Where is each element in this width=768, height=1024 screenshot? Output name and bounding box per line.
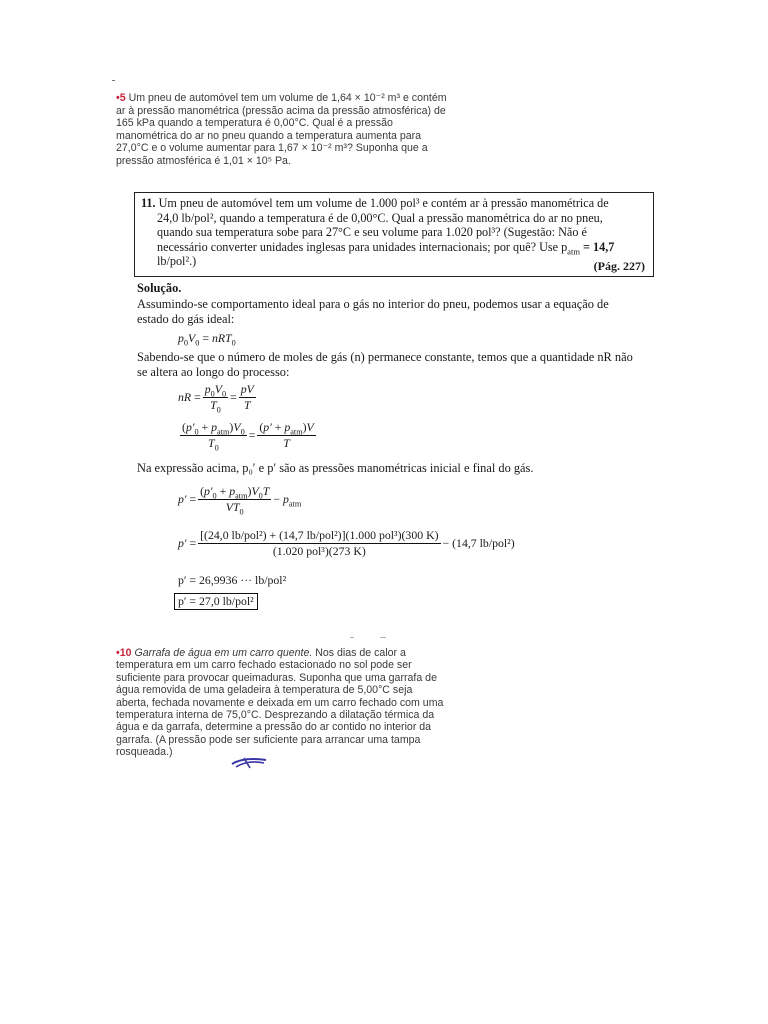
problem-11-line: quando sua temperatura sobe para 27°C e seu volume para 1.020 pol³? (Sugestão: Não é: [157, 225, 587, 240]
equation-nR: nR = $\frac{p_0V_0}{T_0}$ = $\frac{pV}{T}$: [178, 382, 254, 415]
problem-10: [116, 647, 448, 759]
equation-gauge-pressure: $\frac{(p'_0 + p_{atm})V_0}{T_0}$ = $\frac{(p' + p_{atm})V}{T}$: [182, 420, 314, 453]
solution-paragraph-1: Assumindo-se comportamento ideal para o gás no interior do pneu, podemos usar a equação de estado do gás ideal:: [137, 297, 609, 326]
problem-11-line: lb/pol².): [157, 254, 197, 269]
scan-mark: [112, 80, 115, 81]
problem-10-text: Nos dias de calor a temperatura em um carro fechado estacionado no sol pode ser suficiente para provocar queimaduras. Suponha que uma garrafa de água removida de uma geladeira à temperatura de 5,00°C seja aberta, fechada novamente e deixada em um carro fechado com uma temperatura interna de 75,0°C. Desprezando a dilatação térmica da água e da garrafa, determine a pressão do ar contido no interior da garrafa. (A pressão pode ser suficiente para arrancar uma tampa rosqueada.): [116, 647, 444, 759]
problem-5-text: Um pneu de automóvel tem um volume de 1,64 × 10⁻² m³ e contém ar à pressão manométrica (pressão acima da pressão atmosférica) de 165 kPa quando a temperatura é 0,00°C. Qual é a pressão manométrica do ar no pneu quando a temperatura aumenta para 27,0°C e o volume aumentar para 1,67 × 10⁻² m³? Suponha que a pressão atmosférica é 1,01 × 10⁵ Pa.: [116, 92, 447, 167]
problem-11-line: necessário converter unidades inglesas para unidades internacionais; por quê? Use $p_{atm} = 14,7$: [157, 239, 615, 257]
problem-10-title: Garrafa de água em um carro quente.: [134, 647, 313, 659]
solution-paragraph-3: Na expressão acima, p₀′ e p′ são as pressões manométricas inicial e final do gás.: [137, 461, 534, 475]
problem-11-number: 11.: [141, 196, 156, 210]
ideal-gas-equation: $p_0V_0 = nRT_0$: [178, 331, 236, 348]
problem-11-statement: [141, 196, 646, 269]
final-answer-box: p′ = 27,0 lb/pol²: [174, 593, 258, 610]
problem-10-number: •10: [116, 647, 132, 659]
scan-mark: [350, 637, 390, 638]
numeric-result: p′ = 26,9936 ··· lb/pol²: [178, 573, 287, 587]
problem-11-line: Um pneu de automóvel tem um volume de 1.000 pol³ e contém ar à pressão manométrica de: [158, 196, 609, 210]
solution-heading: Solução.: [137, 281, 182, 295]
solution-paragraph-2: Sabendo-se que o número de moles de gás (n) permanece constante, temos que a quantidade nR não se altera ao longo do processo:: [137, 350, 633, 379]
problem-11-line: 24,0 lb/pol², quando a temperatura é de 0,00°C. Qual a pressão manométrica do ar no pneu,: [157, 210, 603, 225]
page-reference: (Pág. 227): [593, 259, 645, 273]
equation-numeric: p′ = $\frac{\text{[(24,0 lb/pol²) + (14,7 lb/pol²)](1.000 pol³)(300 K)}}{\text{(1.020 pol³)(273 K)}}$ − (14,7 lb/pol²): [178, 528, 515, 558]
problem-5-number: •5: [116, 92, 126, 104]
problem-5: [116, 92, 456, 168]
problem-11-box: [134, 192, 654, 277]
handwritten-mark-icon: [230, 755, 270, 769]
equation-final-pressure: p′ = $\frac{(p'_0 + p_{atm})V_0T}{VT_0}$ − $p_{atm}$: [178, 484, 302, 517]
